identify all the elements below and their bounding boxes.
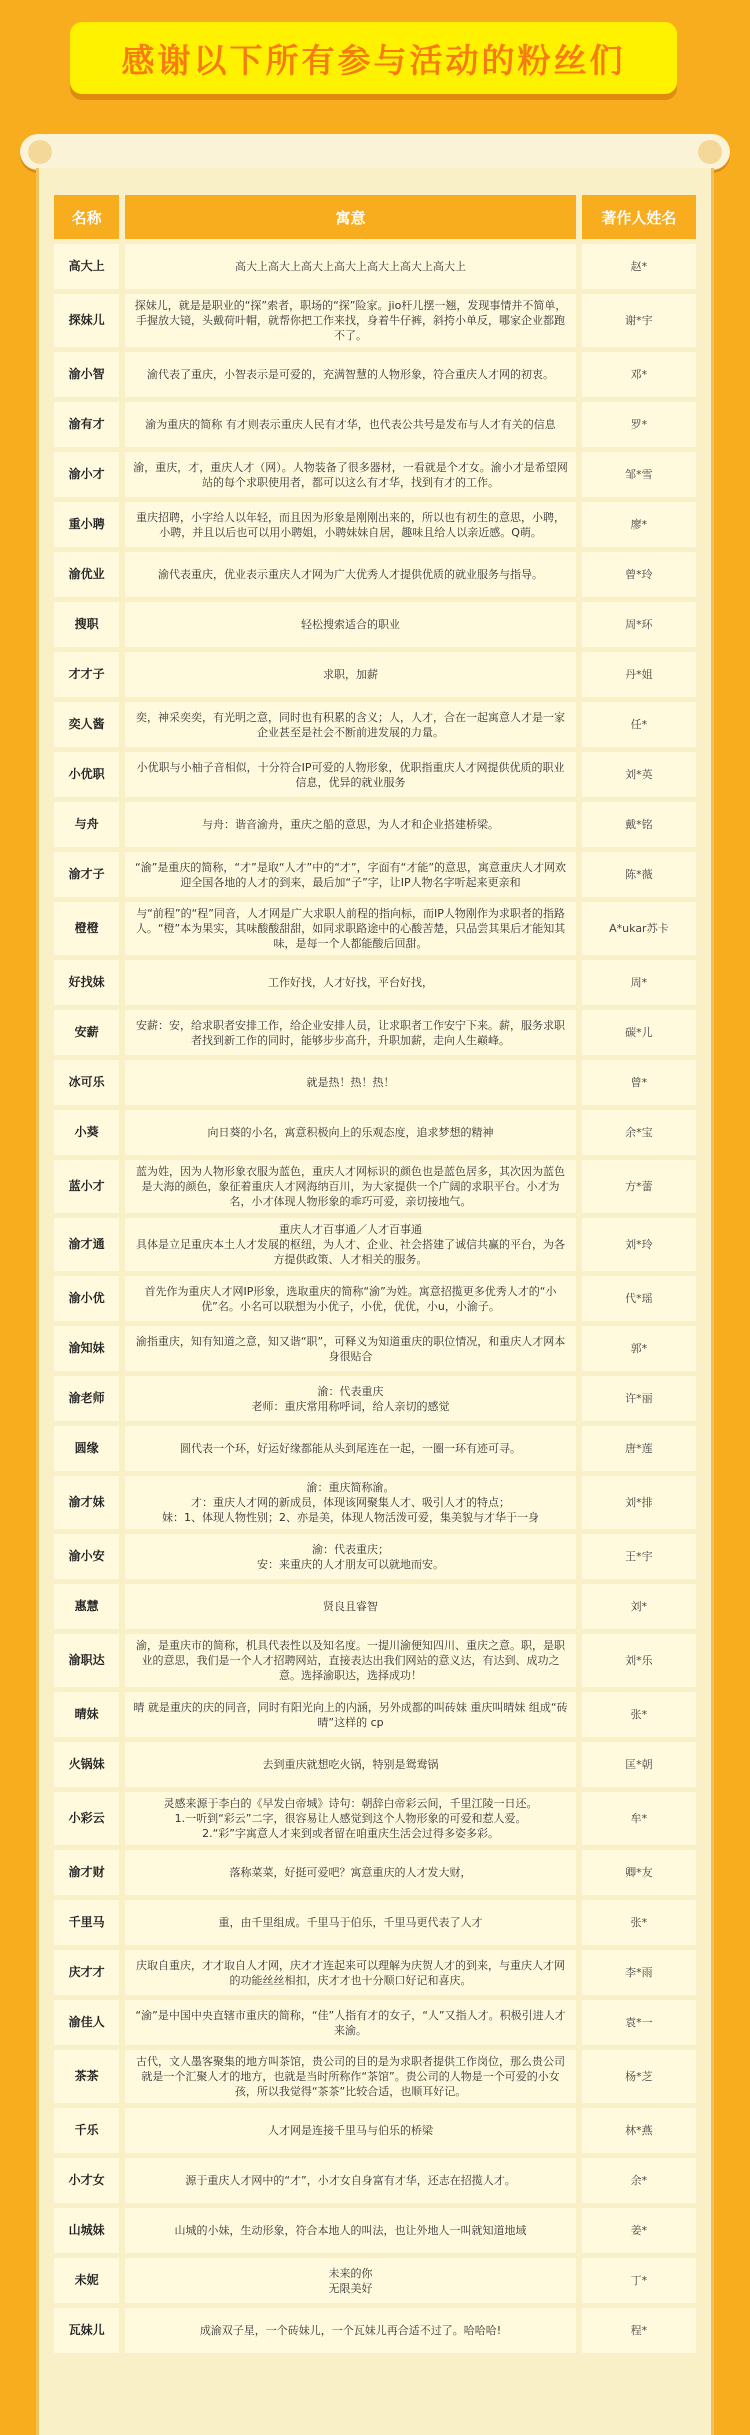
cell-meaning: 落称菜菜，好挺可爱吧？寓意重庆的人才发大财，	[125, 1850, 575, 1895]
cell-author: 邓*	[576, 352, 696, 397]
page-title: 感谢以下所有参与活动的粉丝们	[121, 40, 626, 80]
table-row	[54, 402, 696, 447]
cell-author: 邹*雪	[576, 452, 696, 497]
cell-author: 廖*	[576, 502, 696, 547]
cell-name: 冰可乐	[54, 1060, 125, 1105]
table-row	[54, 1218, 696, 1271]
table-row	[54, 1584, 696, 1629]
cell-author: 赵*	[576, 244, 696, 289]
table-row	[54, 1110, 696, 1155]
table-row	[54, 1900, 696, 1945]
cell-author: 陈*薇	[576, 852, 696, 897]
table-row	[54, 1060, 696, 1105]
scroll-roll	[20, 134, 730, 170]
table-row	[54, 1276, 696, 1321]
entries-table	[54, 190, 696, 2358]
table-row	[54, 294, 696, 347]
cell-meaning: 重庆招聘，小字给人以年轻，而且因为形象是刚刚出来的，所以也有初生的意思，小聘，小聘，并且以后也可以用小聘姐，小聘妹妹自居，趣味且给人以亲近感。Q萌。	[125, 502, 575, 547]
table-row	[54, 1426, 696, 1471]
cell-meaning: 渝为重庆的简称 有才则表示重庆人民有才华，也代表公共号是发布与人才有关的信息	[125, 402, 575, 447]
title-banner	[70, 22, 677, 94]
cell-author: 刘*排	[576, 1476, 696, 1529]
cell-meaning: 首先作为重庆人才网IP形象，选取重庆的简称“渝”为姓。寓意招揽更多优秀人才的“小优”名。小名可以联想为小优子，小优，优优，小u，小渝子。	[125, 1276, 575, 1321]
cell-name: 小优职	[54, 752, 125, 797]
cell-name: 小才女	[54, 2158, 125, 2203]
cell-author: 刘*玲	[576, 1218, 696, 1271]
cell-author: A*ukar苏卡	[576, 902, 696, 955]
cell-author: 袁*一	[576, 2000, 696, 2045]
cell-name: 圆缘	[54, 1426, 125, 1471]
paper-sheet	[36, 168, 714, 2435]
cell-meaning: 山城的小妹，生动形象，符合本地人的叫法，也让外地人一叫就知道地域	[125, 2208, 575, 2253]
cell-meaning: 渝代表重庆，优业表示重庆人才网为广大优秀人才提供优质的就业服务与指导。	[125, 552, 575, 597]
cell-meaning: “渝”是重庆的简称，“才”是取“人才”中的“才”，字面有“才能”的意思，寓意重庆人才网欢迎全国各地的人才的到来，最后加“子”字，让IP人物名字听起来更亲和	[125, 852, 575, 897]
cell-meaning: 未来的你 无限美好	[125, 2258, 575, 2303]
cell-name: 渝佳人	[54, 2000, 125, 2045]
cell-meaning: 重庆人才百事通／人才百事通 具体是立足重庆本土人才发展的枢纽，为人才、企业、社会搭建了诚信共赢的平台，为各方提供政策、人才相关的服务。	[125, 1218, 575, 1271]
cell-author: 张*	[576, 1900, 696, 1945]
table-row	[54, 602, 696, 647]
cell-author: 余*	[576, 2158, 696, 2203]
table-row	[54, 802, 696, 847]
cell-name: 重小聘	[54, 502, 125, 547]
cell-name: 火锅妹	[54, 1742, 125, 1787]
cell-meaning: 工作好找，人才好找，平台好找，	[125, 960, 575, 1005]
table-row	[54, 1160, 696, 1213]
cell-meaning: 源于重庆人才网中的“才”，小才女自身富有才华，还志在招揽人才。	[125, 2158, 575, 2203]
cell-name: 渝知妹	[54, 1326, 125, 1371]
cell-author: 任*	[576, 702, 696, 747]
table-row	[54, 1634, 696, 1687]
cell-meaning: 渝指重庆，知有知道之意，知又谐“职”，可释义为知道重庆的职位情况，和重庆人才网本身很贴合	[125, 1326, 575, 1371]
cell-meaning: 贤良且睿智	[125, 1584, 575, 1629]
cell-author: 姜*	[576, 2208, 696, 2253]
cell-name: 高大上	[54, 244, 125, 289]
cell-name: 探妹儿	[54, 294, 125, 347]
table-row	[54, 2050, 696, 2103]
cell-name: 渝才妹	[54, 1476, 125, 1529]
cell-name: 渝职达	[54, 1634, 125, 1687]
cell-name: 橙橙	[54, 902, 125, 955]
cell-meaning: 安薪：安，给求职者安排工作，给企业安排人员，让求职者工作安宁下来。薪，服务求职者找到新工作的同时，能够步步高升，升职加薪，走向人生巅峰。	[125, 1010, 575, 1055]
cell-name: 渝小优	[54, 1276, 125, 1321]
cell-author: 匡*朝	[576, 1742, 696, 1787]
table-row	[54, 2258, 696, 2303]
cell-meaning: 奕，神采奕奕，有光明之意，同时也有积累的含义；人，人才，合在一起寓意人才是一家企业甚至是社会不断前进发展的力量。	[125, 702, 575, 747]
cell-author: 刘*	[576, 1584, 696, 1629]
cell-name: 渝小才	[54, 452, 125, 497]
cell-name: 惠慧	[54, 1584, 125, 1629]
cell-author: 李*雨	[576, 1950, 696, 1995]
column-header-meaning: 寓意	[125, 195, 575, 239]
table-row	[54, 1534, 696, 1579]
cell-author: 牟*	[576, 1792, 696, 1845]
cell-meaning: 渝代表了重庆，小智表示是可爱的，充满智慧的人物形象，符合重庆人才网的初衷。	[125, 352, 575, 397]
cell-meaning: 渝，重庆，才，重庆人才（网）。人物装备了很多器材，一看就是个才女。渝小才是希望网站的每个求职使用者，都可以这么有才华，找到有才的工作。	[125, 452, 575, 497]
table-row	[54, 502, 696, 547]
cell-meaning: 探妹儿，就是是职业的“探”索者，职场的“探”险家。jio杆儿摆一翘，发现事情并不简单，手握放大镜，头戴荷叶帽，就帮你把工作来找，身着牛仔裤，斜挎小单反，哪家企业都跑不了。	[125, 294, 575, 347]
cell-name: 渝小安	[54, 1534, 125, 1579]
cell-meaning: “渝”是中国中央直辖市重庆的简称，“佳”人指有才的女子，“人”又指人才。积极引进人才来渝。	[125, 2000, 575, 2045]
table-row	[54, 552, 696, 597]
cell-meaning: 就是热！热！热！	[125, 1060, 575, 1105]
table-row	[54, 2158, 696, 2203]
cell-meaning: 人才网是连接千里马与伯乐的桥梁	[125, 2108, 575, 2153]
table-row	[54, 652, 696, 697]
cell-name: 渝小智	[54, 352, 125, 397]
cell-name: 庆才才	[54, 1950, 125, 1995]
cell-author: 唐*莲	[576, 1426, 696, 1471]
table-row	[54, 1692, 696, 1737]
table-header-row	[54, 195, 696, 239]
table-row	[54, 2108, 696, 2153]
cell-author: 林*燕	[576, 2108, 696, 2153]
cell-author: 谢*宇	[576, 294, 696, 347]
cell-author: 郭*	[576, 1326, 696, 1371]
cell-meaning: 向日葵的小名，寓意积极向上的乐观态度，追求梦想的精神	[125, 1110, 575, 1155]
cell-name: 茶茶	[54, 2050, 125, 2103]
cell-author: 周*	[576, 960, 696, 1005]
cell-name: 小彩云	[54, 1792, 125, 1845]
cell-author: 丹*姐	[576, 652, 696, 697]
cell-name: 奕人酱	[54, 702, 125, 747]
cell-name: 渝才子	[54, 852, 125, 897]
table-row	[54, 1476, 696, 1529]
column-header-author: 著作人姓名	[576, 195, 696, 239]
cell-meaning: 高大上高大上高大上高大上高大上高大上高大上	[125, 244, 575, 289]
cell-name: 渝老师	[54, 1376, 125, 1421]
cell-name: 渝才财	[54, 1850, 125, 1895]
table-row	[54, 2000, 696, 2045]
cell-name: 渝有才	[54, 402, 125, 447]
cell-meaning: 渝，是重庆市的简称，机具代表性以及知名度。一提川渝便知四川、重庆之意。职，是职业的意思，我们是一个人才招聘网站，直接表达出我们网站的意义达，有达到、成功之意。选择渝职达，选择成功！	[125, 1634, 575, 1687]
cell-meaning: 渝：代表重庆 老师：重庆常用称呼词，给人亲切的感觉	[125, 1376, 575, 1421]
cell-name: 蓝小才	[54, 1160, 125, 1213]
cell-author: 余*宝	[576, 1110, 696, 1155]
cell-meaning: 古代，文人墨客聚集的地方叫茶馆，贵公司的目的是为求职者提供工作岗位，那么贵公司就是一个汇聚人才的地方，也就是当时所称作“茶馆”。贵公司的人物是一个可爱的小女孩，所以我觉得“茶茶”比较合适，也顺耳好记。	[125, 2050, 575, 2103]
cell-author: 方*蕾	[576, 1160, 696, 1213]
cell-meaning: 灵感来源于李白的《早发白帝城》诗句：朝辞白帝彩云间，千里江陵一日还。 1.一听到“彩云”二字，很容易让人感觉到这个人物形象的可爱和惹人爱。 2.“彩”字寓意人才来到或者留在咱重庆生活会过得多姿多彩。	[125, 1792, 575, 1845]
table-row	[54, 452, 696, 497]
column-header-name: 名称	[54, 195, 125, 239]
table-row	[54, 1792, 696, 1845]
cell-author: 王*宇	[576, 1534, 696, 1579]
table-row	[54, 1950, 696, 1995]
table-row	[54, 960, 696, 1005]
cell-name: 好找妹	[54, 960, 125, 1005]
cell-name: 渝优业	[54, 552, 125, 597]
table-row	[54, 852, 696, 897]
table-row	[54, 244, 696, 289]
cell-name: 千乐	[54, 2108, 125, 2153]
cell-meaning: 晴 就是重庆的庆的同音，同时有阳光向上的内涵，另外成都的叫砖妹 重庆叫晴妹 组成“砖晴”这样的 cp	[125, 1692, 575, 1737]
cell-name: 小葵	[54, 1110, 125, 1155]
table-row	[54, 702, 696, 747]
cell-name: 才才子	[54, 652, 125, 697]
table-row	[54, 1376, 696, 1421]
cell-author: 曾*玲	[576, 552, 696, 597]
cell-name: 搜职	[54, 602, 125, 647]
cell-meaning: 与舟：谐音渝舟，重庆之船的意思，为人才和企业搭建桥梁。	[125, 802, 575, 847]
cell-meaning: 成渝双子星，一个砖妹儿，一个瓦妹儿再合适不过了。哈哈哈!	[125, 2308, 575, 2353]
cell-author: 张*	[576, 1692, 696, 1737]
table-row	[54, 752, 696, 797]
table-row	[54, 1850, 696, 1895]
table-row	[54, 2208, 696, 2253]
cell-meaning: 渝：代表重庆； 安：来重庆的人才朋友可以就地而安。	[125, 1534, 575, 1579]
table-row	[54, 902, 696, 955]
cell-meaning: 求职，加薪	[125, 652, 575, 697]
cell-author: 刘*英	[576, 752, 696, 797]
cell-author: 戴*铭	[576, 802, 696, 847]
cell-meaning: 蓝为姓，因为人物形象衣服为蓝色，重庆人才网标识的颜色也是蓝色居多，其次因为蓝色是大海的颜色，象征着重庆人才网海纳百川，为大家提供一个广阔的求职平台。小才为名，小才体现人物形象的乖巧可爱，亲切接地气。	[125, 1160, 575, 1213]
cell-meaning: 小优职与小柚子音相似，十分符合IP可爱的人物形象，优职指重庆人才网提供优质的职业信息，优异的就业服务	[125, 752, 575, 797]
cell-author: 周*环	[576, 602, 696, 647]
cell-name: 渝才通	[54, 1218, 125, 1271]
cell-author: 曾*	[576, 1060, 696, 1105]
table-row	[54, 1010, 696, 1055]
cell-meaning: 与“前程”的“程”同音，人才网是广大求职人前程的指向标，而IP人物刚作为求职者的指路人。“橙”本为果实，其味酸酸甜甜，如同求职路途中的心酸苦楚，只品尝其果后才能知其味，是每一个人都能酸后回甜。	[125, 902, 575, 955]
table-row	[54, 2308, 696, 2353]
table-row	[54, 352, 696, 397]
cell-name: 千里马	[54, 1900, 125, 1945]
cell-author: 程*	[576, 2308, 696, 2353]
cell-meaning: 渝：重庆简称渝。 才：重庆人才网的新成员，体现该网聚集人才、吸引人才的特点； 妹：1、体现人物性别；2、亦是美，体现人物活泼可爱，集美貌与才华于一身	[125, 1476, 575, 1529]
cell-author: 代*瑶	[576, 1276, 696, 1321]
cell-meaning: 轻松搜索适合的职业	[125, 602, 575, 647]
cell-author: 杨*芝	[576, 2050, 696, 2103]
cell-name: 安薪	[54, 1010, 125, 1055]
cell-name: 瓦妹儿	[54, 2308, 125, 2353]
cell-author: 许*丽	[576, 1376, 696, 1421]
table-row	[54, 1326, 696, 1371]
cell-author: 刘*乐	[576, 1634, 696, 1687]
cell-author: 丁*	[576, 2258, 696, 2303]
cell-name: 未妮	[54, 2258, 125, 2303]
table-row	[54, 1742, 696, 1787]
cell-meaning: 去到重庆就想吃火锅，特别是鸳鸯锅	[125, 1742, 575, 1787]
cell-author: 碳*儿	[576, 1010, 696, 1055]
cell-name: 晴妹	[54, 1692, 125, 1737]
cell-name: 山城妹	[54, 2208, 125, 2253]
cell-author: 卿*友	[576, 1850, 696, 1895]
cell-meaning: 重，由千里组成。千里马于伯乐，千里马更代表了人才	[125, 1900, 575, 1945]
cell-meaning: 圆代表一个环，好运好缘都能从头到尾连在一起，一圈一环有迹可寻。	[125, 1426, 575, 1471]
cell-name: 与舟	[54, 802, 125, 847]
cell-author: 罗*	[576, 402, 696, 447]
cell-meaning: 庆取自重庆，才才取自人才网，庆才才连起来可以理解为庆贺人才的到来，与重庆人才网的功能丝丝相扣，庆才才也十分顺口好记和喜庆。	[125, 1950, 575, 1995]
